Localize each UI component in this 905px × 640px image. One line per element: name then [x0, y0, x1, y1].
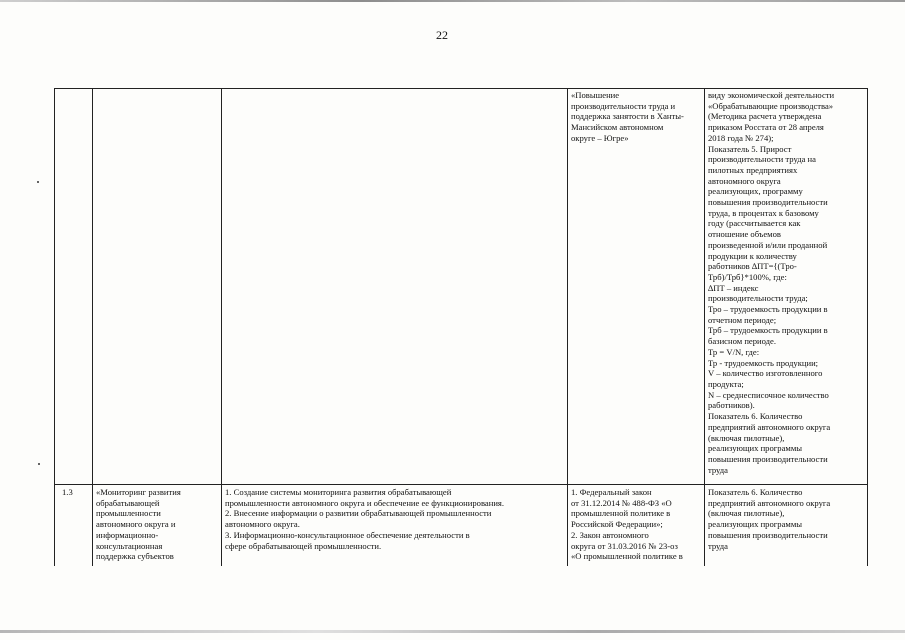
text-line: отчетном периоде;	[708, 314, 777, 325]
text-line: реализующих, программу	[708, 186, 803, 197]
text-line: пилотных предприятиях	[708, 164, 798, 175]
text-line: Показатель 6. Количество	[708, 411, 803, 422]
text-line: труда	[708, 540, 728, 551]
program-table	[54, 88, 868, 566]
text-line: 2. Внесение информации о развитии обрабатывающей промышленности	[225, 508, 492, 519]
text-line: Тр = V/N, где:	[708, 346, 760, 357]
text-line: 2018 года № 274);	[708, 132, 774, 143]
text-line: 2. Закон автономного	[571, 529, 649, 540]
text-line: Тр - трудоемкость продукции;	[708, 357, 819, 368]
text-line: обрабатывающей	[96, 497, 160, 508]
indicators-cell	[704, 485, 868, 566]
text-line: «Повышение	[571, 90, 620, 100]
text-line: 1. Федеральный закон	[571, 487, 652, 497]
text-line: округа от 31.03.2016 № 23-оз	[571, 540, 678, 551]
text-line: приказом Росстата от 28 апреля	[708, 122, 824, 133]
text-line: «Обрабатывающие производства»	[708, 100, 834, 111]
text-line: предприятий автономного округа	[708, 497, 831, 508]
text-line: повышения производительности	[708, 197, 828, 208]
text-line: Трб – трудоемкость продукции в	[708, 325, 828, 336]
measures-cell	[221, 485, 567, 566]
text-line: N – среднесписочное количество	[708, 389, 829, 400]
text-line: реализующих программы	[708, 443, 803, 454]
text-line: производительности труда и	[571, 100, 676, 111]
legal-basis-cell	[567, 89, 704, 484]
measures-cell	[221, 89, 567, 484]
text-line: продукта;	[708, 378, 744, 389]
text-line: реализующих программы	[708, 519, 803, 530]
text-line: V – количество изготовленного	[708, 368, 823, 379]
text-line: производительности труда;	[708, 293, 808, 304]
text-line: промышленности	[96, 508, 161, 519]
text-line: повышения производительности	[708, 529, 828, 540]
text-line: работников).	[708, 400, 755, 411]
text-line: Российской Федерации»;	[571, 519, 663, 530]
margin-mark	[38, 463, 40, 465]
text-line: произведенной и/или проданной	[708, 239, 828, 250]
text-line: Тро – трудоемкость продукции в	[708, 304, 828, 315]
text-line: промышленности автономного округа и обеспечение ее функционирования.	[225, 497, 505, 508]
margin-mark	[37, 181, 39, 183]
scan-edge-top	[0, 0, 905, 2]
text-line: «Мониторинг развития	[96, 487, 181, 497]
text-line: Показатель 5. Прирост	[708, 143, 792, 154]
text-line: Мансийском автономном	[571, 122, 664, 133]
text-line: информационно-	[96, 529, 159, 540]
text-line: труда	[708, 464, 728, 475]
text-line: поддержка занятости в Ханты-	[571, 111, 684, 122]
text-line: базисном периоде.	[708, 336, 777, 347]
scan-edge-bottom	[0, 630, 905, 633]
row-number-cell: 1.3	[54, 485, 92, 566]
text-line: году (рассчитывается как	[708, 218, 801, 229]
text-line: предприятий автономного округа	[708, 421, 831, 432]
indicators-cell	[704, 89, 868, 484]
text-line: автономного округа.	[225, 519, 300, 530]
text-line: (включая пилотные),	[708, 432, 785, 443]
text-line: повышения производительности	[708, 453, 828, 464]
text-line: поддержка субъектов	[96, 551, 174, 562]
text-line: (включая пилотные),	[708, 508, 785, 519]
text-line: сфере обрабатывающей промышленности.	[225, 540, 382, 551]
text-line: автономного округа	[708, 175, 781, 186]
text-line: от 31.12.2014 № 488-ФЗ «О	[571, 497, 672, 508]
text-line: 3. Информационно-консультационное обеспечение деятельности в	[225, 529, 470, 540]
text-line: Показатель 6. Количество	[708, 487, 803, 497]
text-line: труда, в процентах к базовому	[708, 207, 819, 218]
table-row	[54, 89, 868, 485]
table-row	[54, 485, 868, 566]
text-line: работников ∆ПТ={(Тро-	[708, 261, 797, 272]
legal-basis-cell	[567, 485, 704, 566]
text-line: 1. Создание системы мониторинга развития обрабатывающей	[225, 487, 452, 497]
text-line: автономного округа и	[96, 519, 176, 530]
text-line: промышленной политике в	[571, 508, 671, 519]
text-line: Трб)/Трб}*100%, где:	[708, 271, 787, 282]
text-line: (Методика расчета утверждена	[708, 111, 822, 122]
text-line: продукции к количеству	[708, 250, 797, 261]
text-line: ∆ПТ – индекс	[708, 282, 759, 293]
page-number: 22	[436, 28, 448, 42]
text-line: консультационная	[96, 540, 163, 551]
text-line: производительности труда на	[708, 154, 816, 165]
measure-name-cell	[92, 485, 221, 566]
text-line: отношение объемов	[708, 229, 781, 240]
row-number-cell	[54, 89, 92, 484]
text-line: виду экономической деятельности	[708, 90, 835, 100]
text-line: округе – Югре»	[571, 132, 629, 143]
measure-name-cell	[92, 89, 221, 484]
text-line: «О промышленной политике в	[571, 551, 683, 562]
